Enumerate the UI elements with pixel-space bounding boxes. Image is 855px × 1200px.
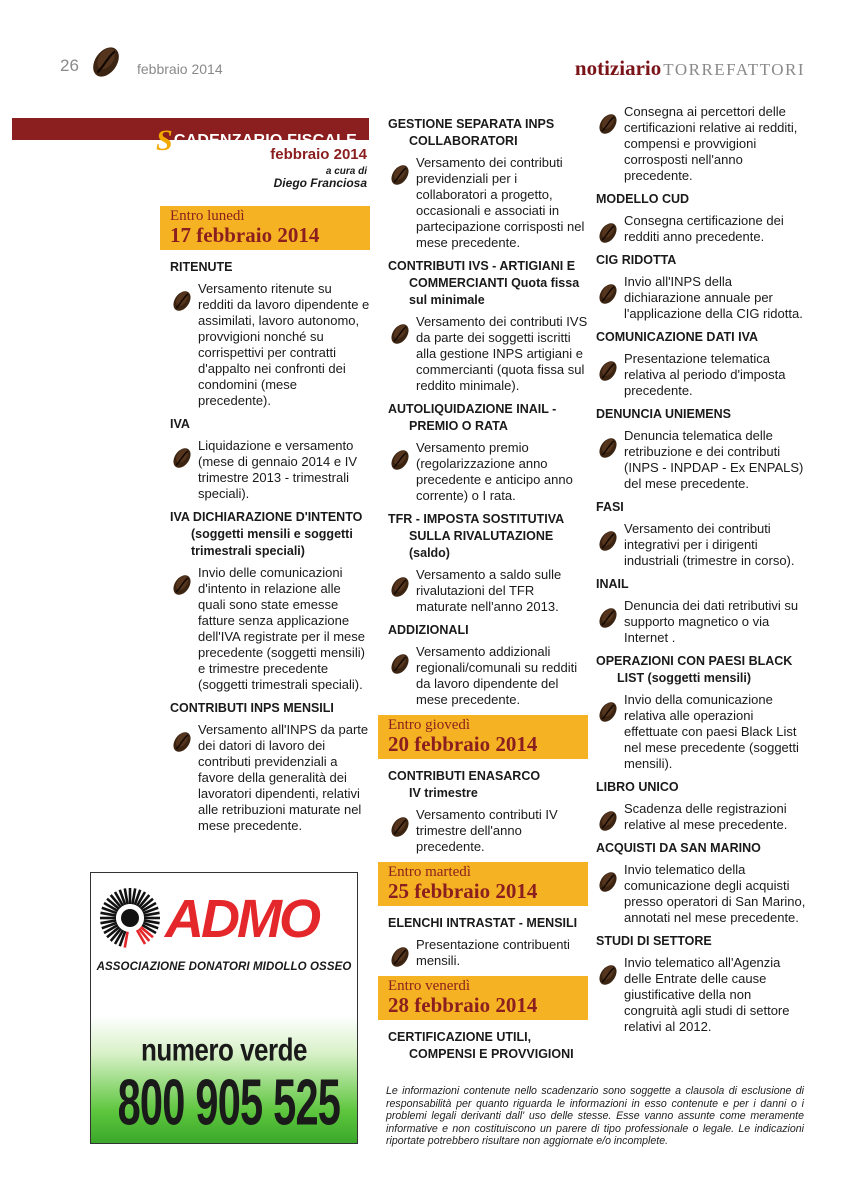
section-heading: INAIL: [596, 577, 629, 591]
coffee-bean-icon: [596, 529, 620, 553]
coffee-bean-icon: [170, 289, 194, 313]
page-title: SCADENZARIO FISCALE: [155, 124, 357, 157]
brand-sub: TORREFATTORI: [663, 60, 805, 79]
column-2: [388, 116, 588, 1068]
section-heading: ACQUISTI DA SAN MARINO: [596, 841, 761, 855]
section-heading: IVA: [170, 417, 190, 431]
publication-brand: [575, 56, 805, 81]
deadline-item: [596, 351, 808, 399]
deadline-item: [596, 692, 808, 772]
coffee-bean-icon: [596, 282, 620, 306]
admo-wheel-logo-icon: [99, 887, 161, 949]
deadline-description: Scadenza delle registrazioni relative al mese precedente.: [624, 801, 788, 832]
deadline-item: [596, 213, 808, 245]
coffee-bean-icon: [596, 870, 620, 894]
deadline-item: [596, 801, 808, 833]
section-heading: IVA DICHIARAZIONE D'INTENTO (soggetti mensili e soggetti trimestrali speciali): [170, 510, 363, 558]
coffee-bean-icon: [596, 700, 620, 724]
section-heading: LIBRO UNICO: [596, 780, 679, 794]
deadline-date-box: Entro lunedì 17 febbraio 2014: [160, 206, 370, 250]
deadline-date-box: Entro venerdì 28 febbraio 2014: [378, 976, 588, 1020]
column-3: [596, 104, 808, 1042]
deadline-description: Consegna ai percettori delle certificazioni relative ai redditi, compensi e provvigioni corrosposti nell'anno precedente.: [624, 104, 798, 183]
deadline-date-box: Entro giovedì 20 febbraio 2014: [378, 715, 588, 759]
deadline-item: [170, 438, 370, 502]
coffee-bean-icon: [88, 44, 124, 80]
coffee-bean-icon: [388, 322, 412, 346]
section-heading: CERTIFICAZIONE UTILI, COMPENSI E PROVVIGIONI: [388, 1030, 574, 1061]
coffee-bean-icon: [388, 945, 412, 969]
coffee-bean-icon: [596, 963, 620, 987]
deadline-description: Versamento all'INPS da parte dei datori di lavoro dei contributi previdenziali a favore della generalità dei lavoratori dipendenti, relativi alle retribuzioni maturate nel mese precedente.: [198, 722, 369, 833]
deadline-description: Denuncia telematica delle retribuzione e dei contributi (INPS - INPDAP - Ex ENPALS) del mese precedente.: [624, 428, 804, 491]
coffee-bean-icon: [388, 448, 412, 472]
deadline-description: Invio telematico della comunicazione degli acquisti presso operatori di San Marino, annotati nel mese precedente.: [624, 862, 806, 925]
coffee-bean-icon: [596, 359, 620, 383]
deadline-item: [170, 281, 370, 409]
admo-association-name: ASSOCIAZIONE DONATORI MIDOLLO OSSEO: [96, 961, 352, 973]
deadline-item: [388, 937, 588, 969]
section-heading: CONTRIBUTI INPS MENSILI: [170, 701, 334, 715]
coffee-bean-icon: [596, 809, 620, 833]
deadline-item: [596, 428, 808, 492]
section-heading: DENUNCIA UNIEMENS: [596, 407, 731, 421]
deadline-description: Consegna certificazione dei redditi anno precedente.: [624, 213, 784, 244]
section-heading: AUTOLIQUIDAZIONE INAIL - PREMIO O RATA: [388, 402, 557, 433]
deadline-description: Invio all'INPS della dichiarazione annuale per l'applicazione della CIG ridotta.: [624, 274, 803, 321]
section-heading: COMUNICAZIONE DATI IVA: [596, 330, 759, 344]
coffee-bean-icon: [388, 815, 412, 839]
section-heading: OPERAZIONI CON PAESI BLACK LIST (soggetti mensili): [596, 654, 793, 685]
coffee-bean-icon: [388, 652, 412, 676]
deadline-description: Versamento dei contributi integrativi per i dirigenti industriali (trimestre in corso).: [624, 521, 795, 568]
deadline-item: [388, 314, 588, 394]
deadline-description: Invio della comunicazione relativa alle operazioni effettuate con paesi Black List nel mese precedente (soggetti mensili).: [624, 692, 799, 771]
numero-verde-label: numero verde: [141, 1031, 307, 1068]
legal-disclaimer: Le informazioni contenute nello scadenzario sono soggette a clausola di esclusione di responsabilità per quanto riguarda le informazioni in esso contenute e per i danni o i problemi legali derivanti dall' uso delle stesse. Esse vanno assunte come meramente informative e non costituiscono un parere di tipo professionale o legale. Le indicazioni riportate potrebbero risultare non aggiornate e/o incomplete.: [386, 1085, 804, 1147]
admo-advertisement: [90, 872, 358, 1144]
deadline-description: Versamento dei contributi IVS da parte dei soggetti iscritti alla gestione INPS artigiani e commercianti (quota fissa sul reddito minimale).: [416, 314, 588, 393]
deadline-item: [596, 862, 808, 926]
issue-date: febbraio 2014: [137, 61, 223, 77]
coffee-bean-icon: [596, 112, 620, 136]
coffee-bean-icon: [170, 573, 194, 597]
coffee-bean-icon: [388, 575, 412, 599]
coffee-bean-icon: [596, 436, 620, 460]
deadline-description: Versamento addizionali regionali/comunali su redditi da lavoro dipendente del mese precedente.: [416, 644, 578, 707]
brand-main: notiziario: [574, 56, 662, 80]
section-heading: CIG RIDOTTA: [596, 253, 677, 267]
admo-logo-text: ADMO: [165, 889, 318, 949]
section-heading: RITENUTE: [170, 260, 233, 274]
coffee-bean-icon: [596, 221, 620, 245]
deadline-description: Presentazione telematica relativa al periodo d'imposta precedente.: [624, 351, 786, 398]
section-heading: MODELLO CUD: [596, 192, 690, 206]
coffee-bean-icon: [596, 606, 620, 630]
section-heading: STUDI DI SETTORE: [596, 934, 712, 948]
deadline-description: Presentazione contribuenti mensili.: [416, 937, 570, 968]
section-heading: CONTRIBUTI IVS - ARTIGIANI E COMMERCIANTI Quota fissa sul minimale: [388, 259, 580, 307]
deadline-item: [596, 955, 808, 1035]
deadline-description: Liquidazione e versamento (mese di gennaio 2014 e IV trimestre 2013 - trimestrali speciali).: [198, 438, 357, 501]
deadline-item: [388, 440, 588, 504]
deadline-description: Versamento premio (regolarizzazione anno precedente e anticipo anno corrente) o I rata.: [416, 440, 573, 503]
deadline-item: [170, 722, 370, 834]
section-heading: TFR - IMPOSTA SOSTITUTIVA SULLA RIVALUTAZIONE (saldo): [388, 512, 565, 560]
deadline-item: [596, 598, 808, 646]
numero-verde-number: 800 905 525: [117, 1066, 341, 1140]
byline: a cura di Diego Franciosa: [273, 166, 367, 190]
author-name: Diego Franciosa: [273, 176, 367, 190]
deadline-item: [388, 155, 588, 251]
deadline-item: [388, 644, 588, 708]
coffee-bean-icon: [170, 446, 194, 470]
deadline-description: Invio telematico all'Agenzia delle Entrate delle cause giustificative della non congruità agli studi di settore relativi al 2012.: [624, 955, 790, 1034]
deadline-item: [388, 807, 588, 855]
section-heading: CONTRIBUTI ENASARCO IV trimestre: [388, 769, 541, 800]
deadline-item: [388, 567, 588, 615]
deadline-item: [596, 104, 808, 184]
deadline-description: Invio delle comunicazioni d'intento in relazione alle quali sono state emesse fatture senza applicazione dell'IVA registrate per il mese precedente (soggetti mensili) e trimestre precedente (soggetti trimestrali speciali).: [198, 565, 365, 692]
deadline-item: [596, 274, 808, 322]
deadline-description: Versamento contributi IV trimestre dell'anno precedente.: [416, 807, 558, 854]
section-heading: ELENCHI INTRASTAT - MENSILI: [388, 916, 578, 930]
deadline-date-box: Entro martedì 25 febbraio 2014: [378, 862, 588, 906]
deadline-item: [596, 521, 808, 569]
deadline-description: Denuncia dei dati retributivi su supporto magnetico o via Internet .: [624, 598, 799, 645]
deadline-description: Versamento a saldo sulle rivalutazioni del TFR maturate nell'anno 2013.: [416, 567, 562, 614]
section-heading: FASI: [596, 500, 624, 514]
deadline-description: Versamento ritenute su redditi da lavoro dipendente e assimilati, lavoro autonomo, provvigioni nonché su corrispettivi per contratti d'appalto nei confronti dei condomini (mese precedente).: [198, 281, 370, 408]
title-month: febbraio 2014: [270, 146, 367, 163]
coffee-bean-icon: [388, 163, 412, 187]
page-number: 26: [60, 56, 79, 75]
deadline-item: [170, 565, 370, 693]
coffee-bean-icon: [170, 730, 194, 754]
section-heading: GESTIONE SEPARATA INPS COLLABORATORI: [388, 117, 555, 148]
section-heading: ADDIZIONALI: [388, 623, 469, 637]
column-1: [170, 206, 370, 841]
deadline-description: Versamento dei contributi previdenziali per i collaboratori a progetto, occasionali e associati in partecipazione corrisposti nel mese precedente.: [416, 155, 585, 250]
